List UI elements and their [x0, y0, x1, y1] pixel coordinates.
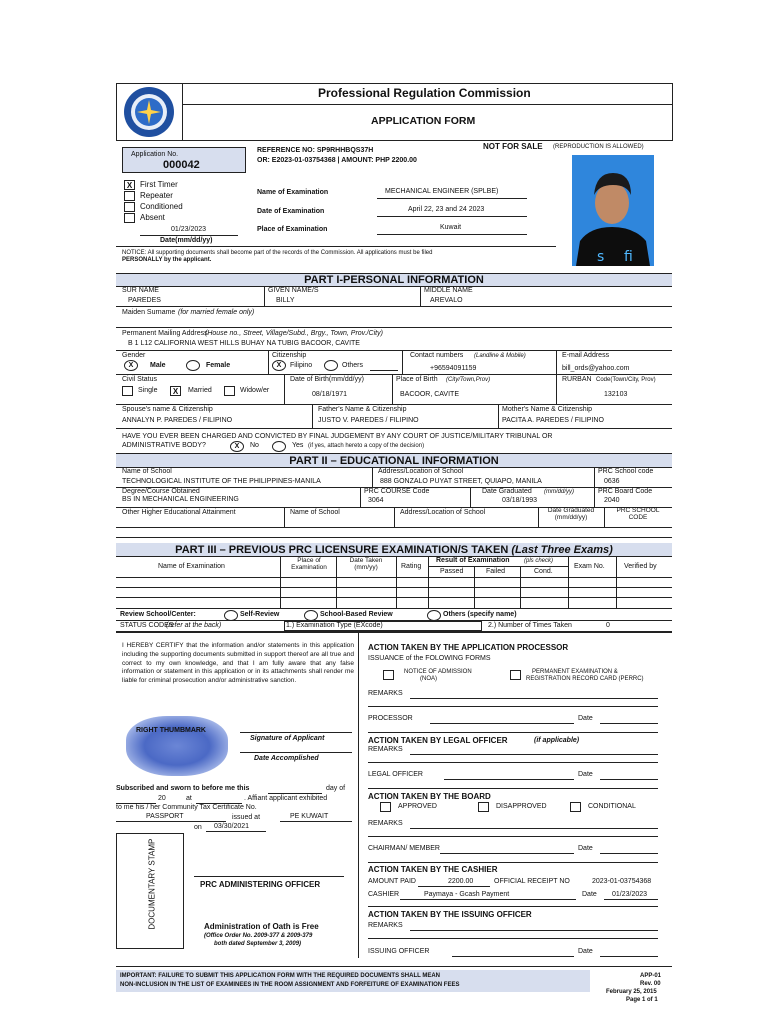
date-graduated: 03/18/1993: [502, 497, 538, 504]
prc-school-code: 0636: [604, 478, 620, 485]
conviction-yes-radio[interactable]: [272, 441, 286, 452]
prc-seal: [122, 86, 176, 138]
svg-text:fi: fi: [624, 249, 633, 265]
disapproved-checkbox[interactable]: [478, 802, 489, 812]
form-title: APPLICATION FORM: [371, 115, 476, 127]
first-timer-checkbox[interactable]: X: [124, 180, 135, 190]
contact-number: +96594091159: [430, 365, 477, 372]
place-of-birth: BACOOR, CAVITE: [400, 391, 459, 398]
perrc-checkbox[interactable]: [510, 670, 521, 680]
father-name: JUSTO V. PAREDES / FILIPINO: [318, 417, 419, 424]
part3-title: PART III – PREVIOUS PRC LICENSURE EXAMINATION/S TAKEN (Last Three Exams): [175, 544, 613, 556]
male-radio[interactable]: X: [124, 360, 138, 371]
exam-date: April 22, 23 and 24 2023: [408, 206, 485, 213]
exam-place: Kuwait: [440, 224, 462, 231]
widow-checkbox[interactable]: [224, 386, 235, 396]
date-of-birth: 08/18/1971: [312, 391, 348, 398]
org-title: Professional Regulation Commission: [318, 86, 531, 100]
mailing-address: B 1 L12 CALIFORNIA WEST HILLS BUHAY NA TUBIG BACOOR, CAVITE: [128, 340, 360, 347]
cashier: Paymaya - Gcash Payment: [424, 891, 510, 898]
noa-checkbox[interactable]: [383, 670, 394, 680]
middle-name: AREVALO: [430, 297, 463, 304]
exam-name: MECHANICAL ENGINEER (SPLBE): [385, 188, 499, 195]
email-address: bill_ords@yahoo.com: [562, 365, 630, 372]
school-address: 888 GONZALO PUYAT STREET, QUIAPO, MANILA: [380, 478, 542, 485]
certification-text: I HEREBY CERTIFY that the information and/or statements in this application including the supporting documents submitted in support thereof are all true and correct to my own knowledge, and that I am fully aware that any false information or statement in this application or in its attachments shall render me liable for criminal prosecution and/or administrative sanction.: [122, 642, 354, 685]
part2-title: PART II – EDUCATIONAL INFORMATION: [289, 455, 499, 467]
cashier-date: 01/23/2023: [612, 891, 648, 898]
prc-board-code: 2040: [604, 497, 620, 504]
others-radio[interactable]: [324, 360, 338, 371]
mother-name: PACITA A. PAREDES / FILIPINO: [502, 417, 604, 424]
single-checkbox[interactable]: [122, 386, 133, 396]
conviction-no-radio[interactable]: X: [230, 441, 244, 452]
filipino-radio[interactable]: X: [272, 360, 286, 371]
important-notice: IMPORTANT: FAILURE TO SUBMIT THIS APPLICATION FORM WITH THE REQUIRED DOCUMENTS SHALL MEAN: [120, 973, 440, 979]
application-number: 000042: [163, 159, 200, 171]
married-checkbox[interactable]: X: [170, 386, 181, 396]
absent-checkbox[interactable]: [124, 213, 135, 223]
spouse-name: ANNALYN P. PAREDES / FILIPINO: [122, 417, 233, 424]
surname: PAREDES: [128, 297, 161, 304]
or-amount: OR: E2023-01-03754368 | AMOUNT: PHP 2200.00: [257, 157, 417, 164]
school-name: TECHNOLOGICAL INSTITUTE OF THE PHILIPPINES-MANILA: [122, 478, 321, 485]
official-receipt-no: 2023-01-03754368: [592, 878, 652, 885]
part1-title: PART I-PERSONAL INFORMATION: [304, 274, 484, 286]
thumbmark: [126, 716, 228, 776]
svg-text:s: s: [597, 249, 605, 265]
repeater-checkbox[interactable]: [124, 191, 135, 201]
notice-text: NOTICE: All supporting documents shall become part of the records of the Commission. All applications must be filed: [122, 250, 433, 256]
conditional-checkbox[interactable]: [570, 802, 581, 812]
degree: BS IN MECHANICAL ENGINEERING: [122, 496, 239, 503]
given-name: BILLY: [276, 297, 295, 304]
amount-paid: 2200.00: [448, 878, 474, 885]
conviction-question: HAVE YOU EVER BEEN CHARGED AND CONVICTED BY FINAL JUDGEMENT BY ANY COURT OF JUSTICE/MILITARY TRIBUNAL OR: [122, 433, 553, 440]
applicant-photo: [572, 155, 654, 266]
course-code: 3064: [368, 497, 384, 504]
approved-checkbox[interactable]: [380, 802, 391, 812]
status-date: 01/23/2023: [171, 226, 207, 233]
reference-no: REFERENCE NO: SP9RHHBQS37H: [257, 147, 374, 154]
conditioned-checkbox[interactable]: [124, 202, 135, 212]
rurban-code: 132103: [604, 391, 628, 398]
not-for-sale: NOT FOR SALE: [483, 142, 543, 151]
female-radio[interactable]: [186, 360, 200, 371]
